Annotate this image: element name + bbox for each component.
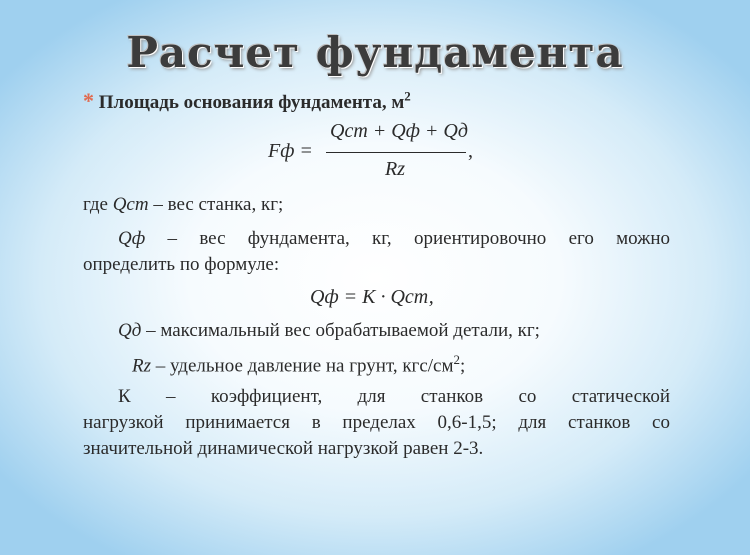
formula-lhs: Fф =	[268, 140, 313, 162]
def-q-d-text: – максимальный вес обрабатываемой детали, кг;	[141, 320, 540, 341]
area-formula	[0, 120, 750, 190]
bullet-heading	[83, 88, 411, 114]
def-k-line1: К – коэффициент, для станков со статической	[118, 386, 670, 407]
slide-title: Расчет фундамента	[126, 28, 624, 77]
formula-denominator: Rz	[385, 158, 405, 180]
def-rz	[132, 352, 465, 377]
def-rz-end: ;	[460, 355, 466, 377]
def-q-d	[118, 320, 540, 342]
formula-qf: Qф = K · Qст,	[310, 286, 434, 308]
formula-comma: ,	[468, 140, 473, 162]
def-q-st-prefix: где	[83, 194, 113, 215]
def-k-line2: нагрузкой принимается в пределах 0,6-1,5; для станков со	[83, 412, 670, 433]
def-q-f-symbol: Qф	[118, 228, 146, 249]
def-rz-symbol: Rz	[132, 355, 151, 377]
def-q-f-line1	[118, 228, 670, 250]
heading-sup: 2	[404, 88, 411, 104]
formula-numerator: Qст + Qф + Qд	[330, 120, 468, 142]
def-k-line3: значительной динамической нагрузкой равен 2-3.	[83, 438, 484, 459]
def-q-f-text1: – вес фундамента, кг, ориентировочно его можно	[145, 228, 670, 249]
def-q-d-symbol: Qд	[118, 320, 142, 341]
bullet-marker: *	[83, 88, 94, 113]
def-q-f-line2: определить по формуле:	[83, 254, 280, 275]
def-q-st-text: – вес станка, кг;	[148, 194, 284, 215]
fraction-bar	[326, 152, 466, 153]
def-q-st	[83, 194, 283, 216]
def-rz-text: – удельное давление на грунт, кгс/см	[151, 355, 454, 377]
heading-text: Площадь основания фундамента, м	[98, 92, 405, 113]
def-rz-sup: 2	[453, 352, 461, 367]
def-q-st-symbol: Qст	[112, 194, 149, 215]
